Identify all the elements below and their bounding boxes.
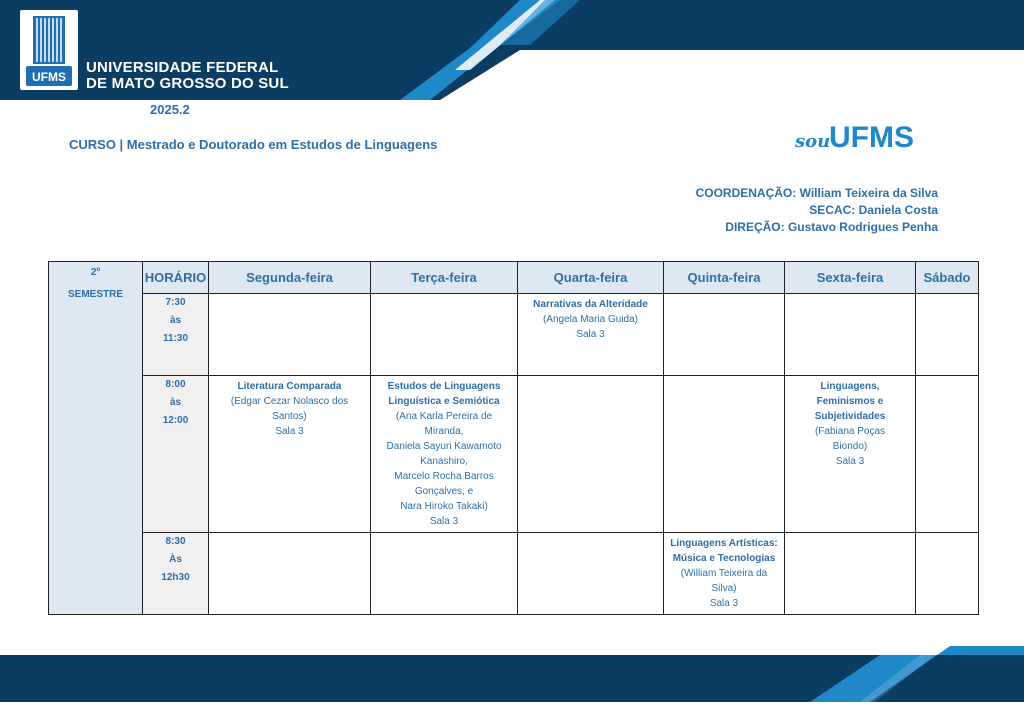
- class-detail: Kanashiro,: [420, 456, 468, 467]
- class-detail: (Angela Maria Guida): [542, 314, 639, 325]
- semester-cell: [49, 262, 143, 615]
- schedule-cell: [209, 294, 371, 376]
- ufms-logo-icon: [20, 10, 78, 90]
- time-line: 12h30: [161, 572, 190, 583]
- class-entry: [518, 294, 663, 345]
- class-title: Música e Tecnologias: [672, 553, 776, 564]
- header-horario: HORÁRIO: [143, 262, 209, 294]
- schedule-cell: [371, 376, 518, 533]
- coordination-line: COORDENAÇÃO: William Teixeira da Silva: [695, 186, 938, 200]
- class-detail: (William Teixeira da: [680, 568, 768, 579]
- university-name: [86, 60, 289, 92]
- time-cell: [143, 533, 209, 615]
- time-line: 12:00: [162, 415, 189, 426]
- time-line: 7:30: [165, 297, 186, 308]
- schedule-cell: [518, 533, 664, 615]
- schedule-cell: [371, 533, 518, 615]
- time-cell: [143, 376, 209, 533]
- class-detail: Marcelo Rocha Barros: [394, 471, 494, 482]
- header-segunda: Segunda-feira: [209, 262, 371, 294]
- class-entry: [209, 376, 370, 442]
- class-detail: Silva): [711, 583, 737, 594]
- time-line: 8:00: [165, 379, 186, 390]
- header-terca: Terça-feira: [371, 262, 518, 294]
- secac-line: SECAC: Daniela Costa: [809, 203, 938, 217]
- class-detail: Daniela Sayuri Kawamoto: [386, 441, 502, 452]
- class-title: Linguagens Artísticas:: [670, 538, 778, 549]
- schedule-cell: [518, 376, 664, 533]
- class-title: Narrativas da Alteridade: [533, 299, 648, 310]
- schedule-cell: [785, 533, 916, 615]
- class-detail: Sala 3: [709, 598, 739, 609]
- class-detail: Sala 3: [429, 516, 459, 527]
- schedule-cell: [785, 376, 916, 533]
- university-line-1: UNIVERSIDADE FEDERAL: [86, 59, 279, 76]
- schedule-cell: [916, 376, 979, 533]
- semester-line-2: SEMESTRE: [67, 289, 123, 300]
- course-title: CURSO | Mestrado e Doutorado em Estudos de Linguagens: [69, 137, 438, 152]
- class-detail: Gonçalves, e: [414, 486, 474, 497]
- schedule-cell: [916, 533, 979, 615]
- time-line: às: [169, 397, 182, 408]
- schedule-cell: [916, 294, 979, 376]
- time-line: às: [169, 315, 182, 326]
- class-title: Subjetividades: [814, 411, 886, 422]
- class-detail: Miranda,: [424, 426, 464, 437]
- class-entry: [785, 376, 915, 472]
- class-title: Literatura Comparada: [237, 381, 342, 392]
- class-title: Estudos de Linguagens: [387, 381, 501, 392]
- class-detail: (Fabiana Poças: [814, 426, 886, 437]
- header-quarta: Quarta-feira: [518, 262, 664, 294]
- class-detail: Sala 3: [835, 456, 865, 467]
- sou-ufms-brand: [793, 115, 943, 155]
- table-header-row: [49, 262, 979, 294]
- time-line: Às: [169, 554, 182, 565]
- footer-band: [0, 646, 1024, 725]
- header-sexta: Sexta-feira: [785, 262, 916, 294]
- schedule-cell: [371, 294, 518, 376]
- class-detail: Santos): [272, 411, 307, 422]
- schedule-cell: [785, 294, 916, 376]
- table-row: [49, 533, 979, 615]
- schedule-cell: [209, 376, 371, 533]
- table-row: [49, 376, 979, 533]
- class-title: Linguística e Semiótica: [388, 396, 500, 407]
- schedule-cell: [209, 533, 371, 615]
- class-entry: [371, 376, 517, 532]
- class-detail: Sala 3: [275, 426, 304, 437]
- time-line: 11:30: [162, 333, 189, 344]
- table-row: [49, 294, 979, 376]
- class-detail: Nara Hiroko Takaki): [400, 501, 488, 512]
- semester-line-1: 2º: [90, 267, 101, 278]
- header-sabado: Sábado: [916, 262, 979, 294]
- ufms-logo: [20, 10, 78, 90]
- schedule-cell: [664, 376, 785, 533]
- schedule-cell: [518, 294, 664, 376]
- class-detail: Biondo): [832, 441, 868, 452]
- time-cell: [143, 294, 209, 376]
- header-quinta: Quinta-feira: [664, 262, 785, 294]
- time-line: 8:30: [165, 536, 186, 547]
- period-label: 2025.2: [150, 102, 190, 117]
- class-title: Feminismos e: [816, 396, 884, 407]
- class-detail: (Ana Karla Pereira de: [395, 411, 493, 422]
- logo-text: UFMS: [32, 70, 66, 84]
- schedule-cell: [664, 533, 785, 615]
- direction-line: DIREÇÃO: Gustavo Rodrigues Penha: [725, 220, 938, 234]
- staff-block: [696, 185, 938, 236]
- class-entry: [664, 533, 784, 614]
- brand-prefix: sou: [795, 131, 831, 152]
- schedule-table: [48, 261, 979, 615]
- schedule-cell: [664, 294, 785, 376]
- class-title: Linguagens,: [820, 381, 880, 392]
- university-line-2: DE MATO GROSSO DO SUL: [86, 75, 289, 92]
- brand-name: UFMS: [829, 121, 914, 154]
- class-detail: (Edgar Cezar Nolasco dos: [230, 396, 349, 407]
- class-detail: Sala 3: [576, 329, 605, 340]
